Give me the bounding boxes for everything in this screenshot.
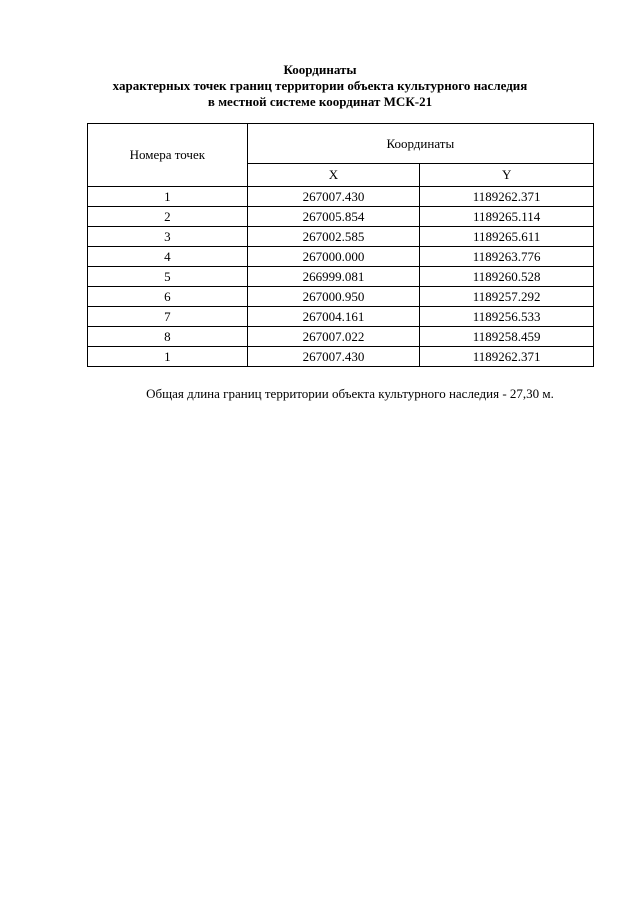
header-point-numbers: Номера точек: [88, 124, 248, 187]
total-length-summary: Общая длина границ территории объекта культурного наследия - 27,30 м.: [146, 386, 554, 401]
coord-x: 267005.854: [247, 207, 420, 227]
coordinates-table: [87, 123, 594, 367]
title-line-1: Координаты: [283, 62, 357, 77]
point-number: 8: [88, 327, 248, 347]
table-row: [88, 187, 594, 207]
point-number: 4: [88, 247, 248, 267]
point-number: 1: [88, 347, 248, 367]
coord-y: 1189265.114: [420, 207, 594, 227]
coord-x: 267000.000: [247, 247, 420, 267]
coord-y: 1189257.292: [420, 287, 594, 307]
table-row: [88, 287, 594, 307]
header-coordinates: Координаты: [247, 124, 593, 164]
coord-y: 1189258.459: [420, 327, 594, 347]
coord-x: 267007.430: [247, 347, 420, 367]
point-number: 3: [88, 227, 248, 247]
table-row: [88, 207, 594, 227]
coord-y: 1189262.371: [420, 347, 594, 367]
table-row: [88, 267, 594, 287]
point-number: 5: [88, 267, 248, 287]
coord-x: 267007.022: [247, 327, 420, 347]
coord-x: 267002.585: [247, 227, 420, 247]
coord-x: 267007.430: [247, 187, 420, 207]
coord-y: 1189262.371: [420, 187, 594, 207]
table-row: [88, 307, 594, 327]
table-row: [88, 247, 594, 267]
table-row: [88, 327, 594, 347]
point-number: 7: [88, 307, 248, 327]
coord-y: 1189256.533: [420, 307, 594, 327]
coord-y: 1189260.528: [420, 267, 594, 287]
coord-y: 1189263.776: [420, 247, 594, 267]
point-number: 1: [88, 187, 248, 207]
header-x: X: [247, 164, 420, 187]
coord-y: 1189265.611: [420, 227, 594, 247]
document-title: [0, 62, 640, 110]
point-number: 2: [88, 207, 248, 227]
table-row: [88, 227, 594, 247]
coord-x: 266999.081: [247, 267, 420, 287]
coord-x: 267000.950: [247, 287, 420, 307]
header-y: Y: [420, 164, 594, 187]
point-number: 6: [88, 287, 248, 307]
table-header-row: [88, 124, 594, 164]
title-line-2: характерных точек границ территории объекта культурного наследия: [112, 78, 528, 93]
table-row: [88, 347, 594, 367]
title-line-3: в местной системе координат МСК-21: [207, 94, 433, 109]
coord-x: 267004.161: [247, 307, 420, 327]
